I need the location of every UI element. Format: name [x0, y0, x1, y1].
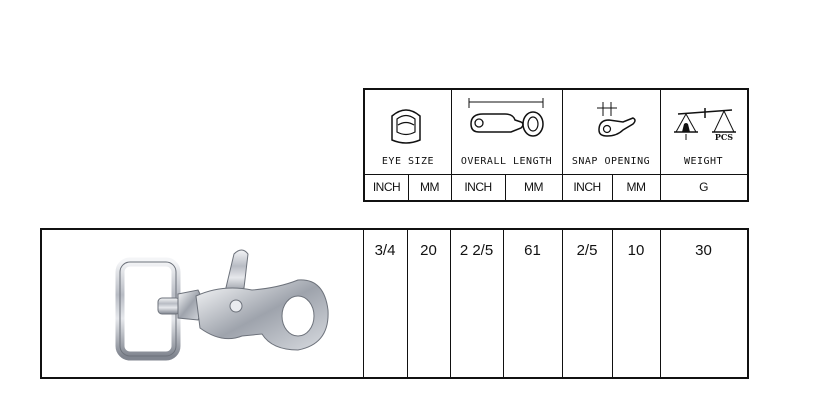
- unit-mm: MM: [420, 180, 439, 194]
- eye-inch-value: 3/4: [374, 242, 396, 259]
- unit-inch: INCH: [573, 180, 601, 194]
- length-mm-value: 61: [524, 242, 541, 259]
- scale-icon-text: PCS: [714, 132, 734, 142]
- header-divider: [365, 174, 747, 175]
- snap-opening-title: SNAP OPENING: [571, 156, 651, 167]
- snap-opening-icon: [593, 102, 639, 142]
- opening-mm-value: 10: [627, 242, 645, 259]
- unit-inch: INCH: [464, 180, 492, 194]
- unit-inch: INCH: [372, 180, 401, 194]
- length-inch-value: 2 2/5: [459, 242, 494, 259]
- overall-length-title: OVERALL LENGTH: [460, 156, 553, 167]
- opening-inch-value: 2/5: [576, 242, 598, 259]
- unit-mm: MM: [524, 180, 543, 194]
- unit-g: G: [699, 180, 708, 194]
- product-row-table: [40, 228, 749, 379]
- unit-mm: MM: [626, 180, 646, 194]
- spec-header-table: [363, 88, 749, 202]
- weight-title: WEIGHT: [683, 156, 724, 167]
- snap-length-icon: [465, 98, 547, 144]
- eye-mm-value: 20: [420, 242, 437, 259]
- snap-hook-image: [102, 240, 342, 368]
- eye-ring-icon: [386, 106, 426, 146]
- weight-value: 30: [695, 242, 712, 259]
- eye-size-title: EYE SIZE: [381, 156, 435, 167]
